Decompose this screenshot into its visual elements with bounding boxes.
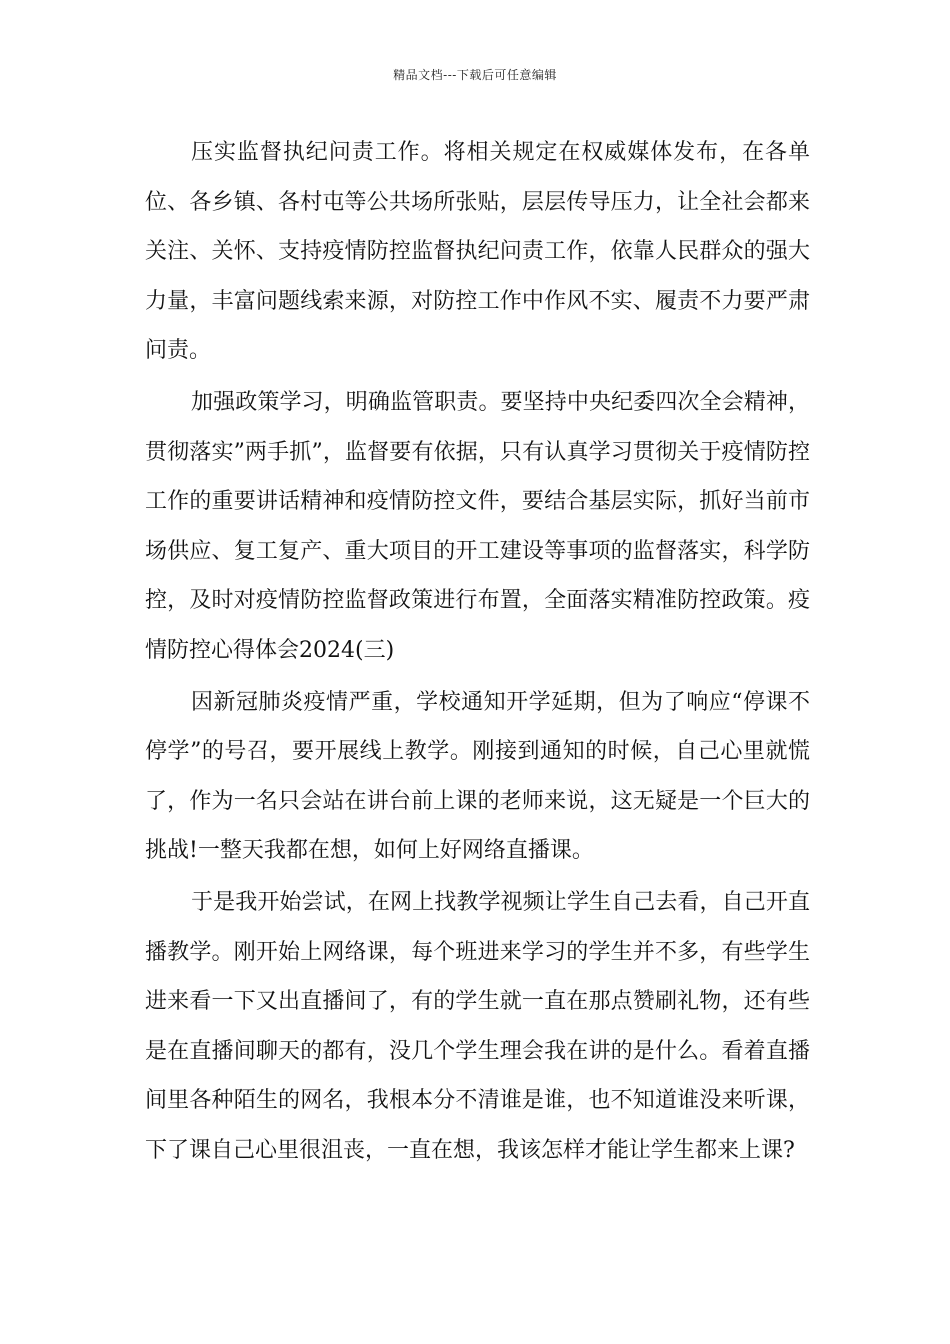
page-header: 精品文档---下载后可任意编辑: [393, 68, 557, 82]
paragraph-2: 加强政策学习，明确监管职责。要坚持中央纪委四次全会精神，贯彻落实”两手抓”，监督要有依据，只有认真学习贯彻关于疫情防控工作的重要讲话精神和疫情防控文件，要结合基层实际，抓好当前市场供应、复工复产、重大项目的开工建设等事项的监督落实，科学防控，及时对疫情防控监督政策进行布置，全面落实精准防控政策。疫情防控心得体会2024(三): [145, 389, 810, 663]
document-body: [145, 128, 810, 1177]
paragraph-1: 压实监督执纪问责工作。将相关规定在权威媒体发布，在各单位、各乡镇、各村屯等公共场所张贴，层层传导压力，让全社会都来关注、关怀、支持疫情防控监督执纪问责工作，依靠人民群众的强大力量，丰富问题线索来源，对防控工作中作风不实、履责不力要严肃问责。: [145, 140, 810, 364]
paragraph-3: 因新冠肺炎疫情严重，学校通知开学延期，但为了响应“停课不停学”的号召，要开展线上教学。刚接到通知的时候，自己心里就慌了，作为一名只会站在讲台前上课的老师来说，这无疑是一个巨大的挑战!一整天我都在想，如何上好网络直播课。: [145, 689, 810, 864]
paragraph-4: 于是我开始尝试，在网上找教学视频让学生自己去看，自己开直播教学。刚开始上网络课，每个班进来学习的学生并不多，有些学生进来看一下又出直播间了，有的学生就一直在那点赞刷礼物，还有些是在直播间聊天的都有，没几个学生理会我在讲的是什么。看着直播间里各种陌生的网名，我根本分不清谁是谁，也不知道谁没来听课，下了课自己心里很沮丧，一直在想，我该怎样才能让学生都来上课?: [145, 889, 810, 1163]
